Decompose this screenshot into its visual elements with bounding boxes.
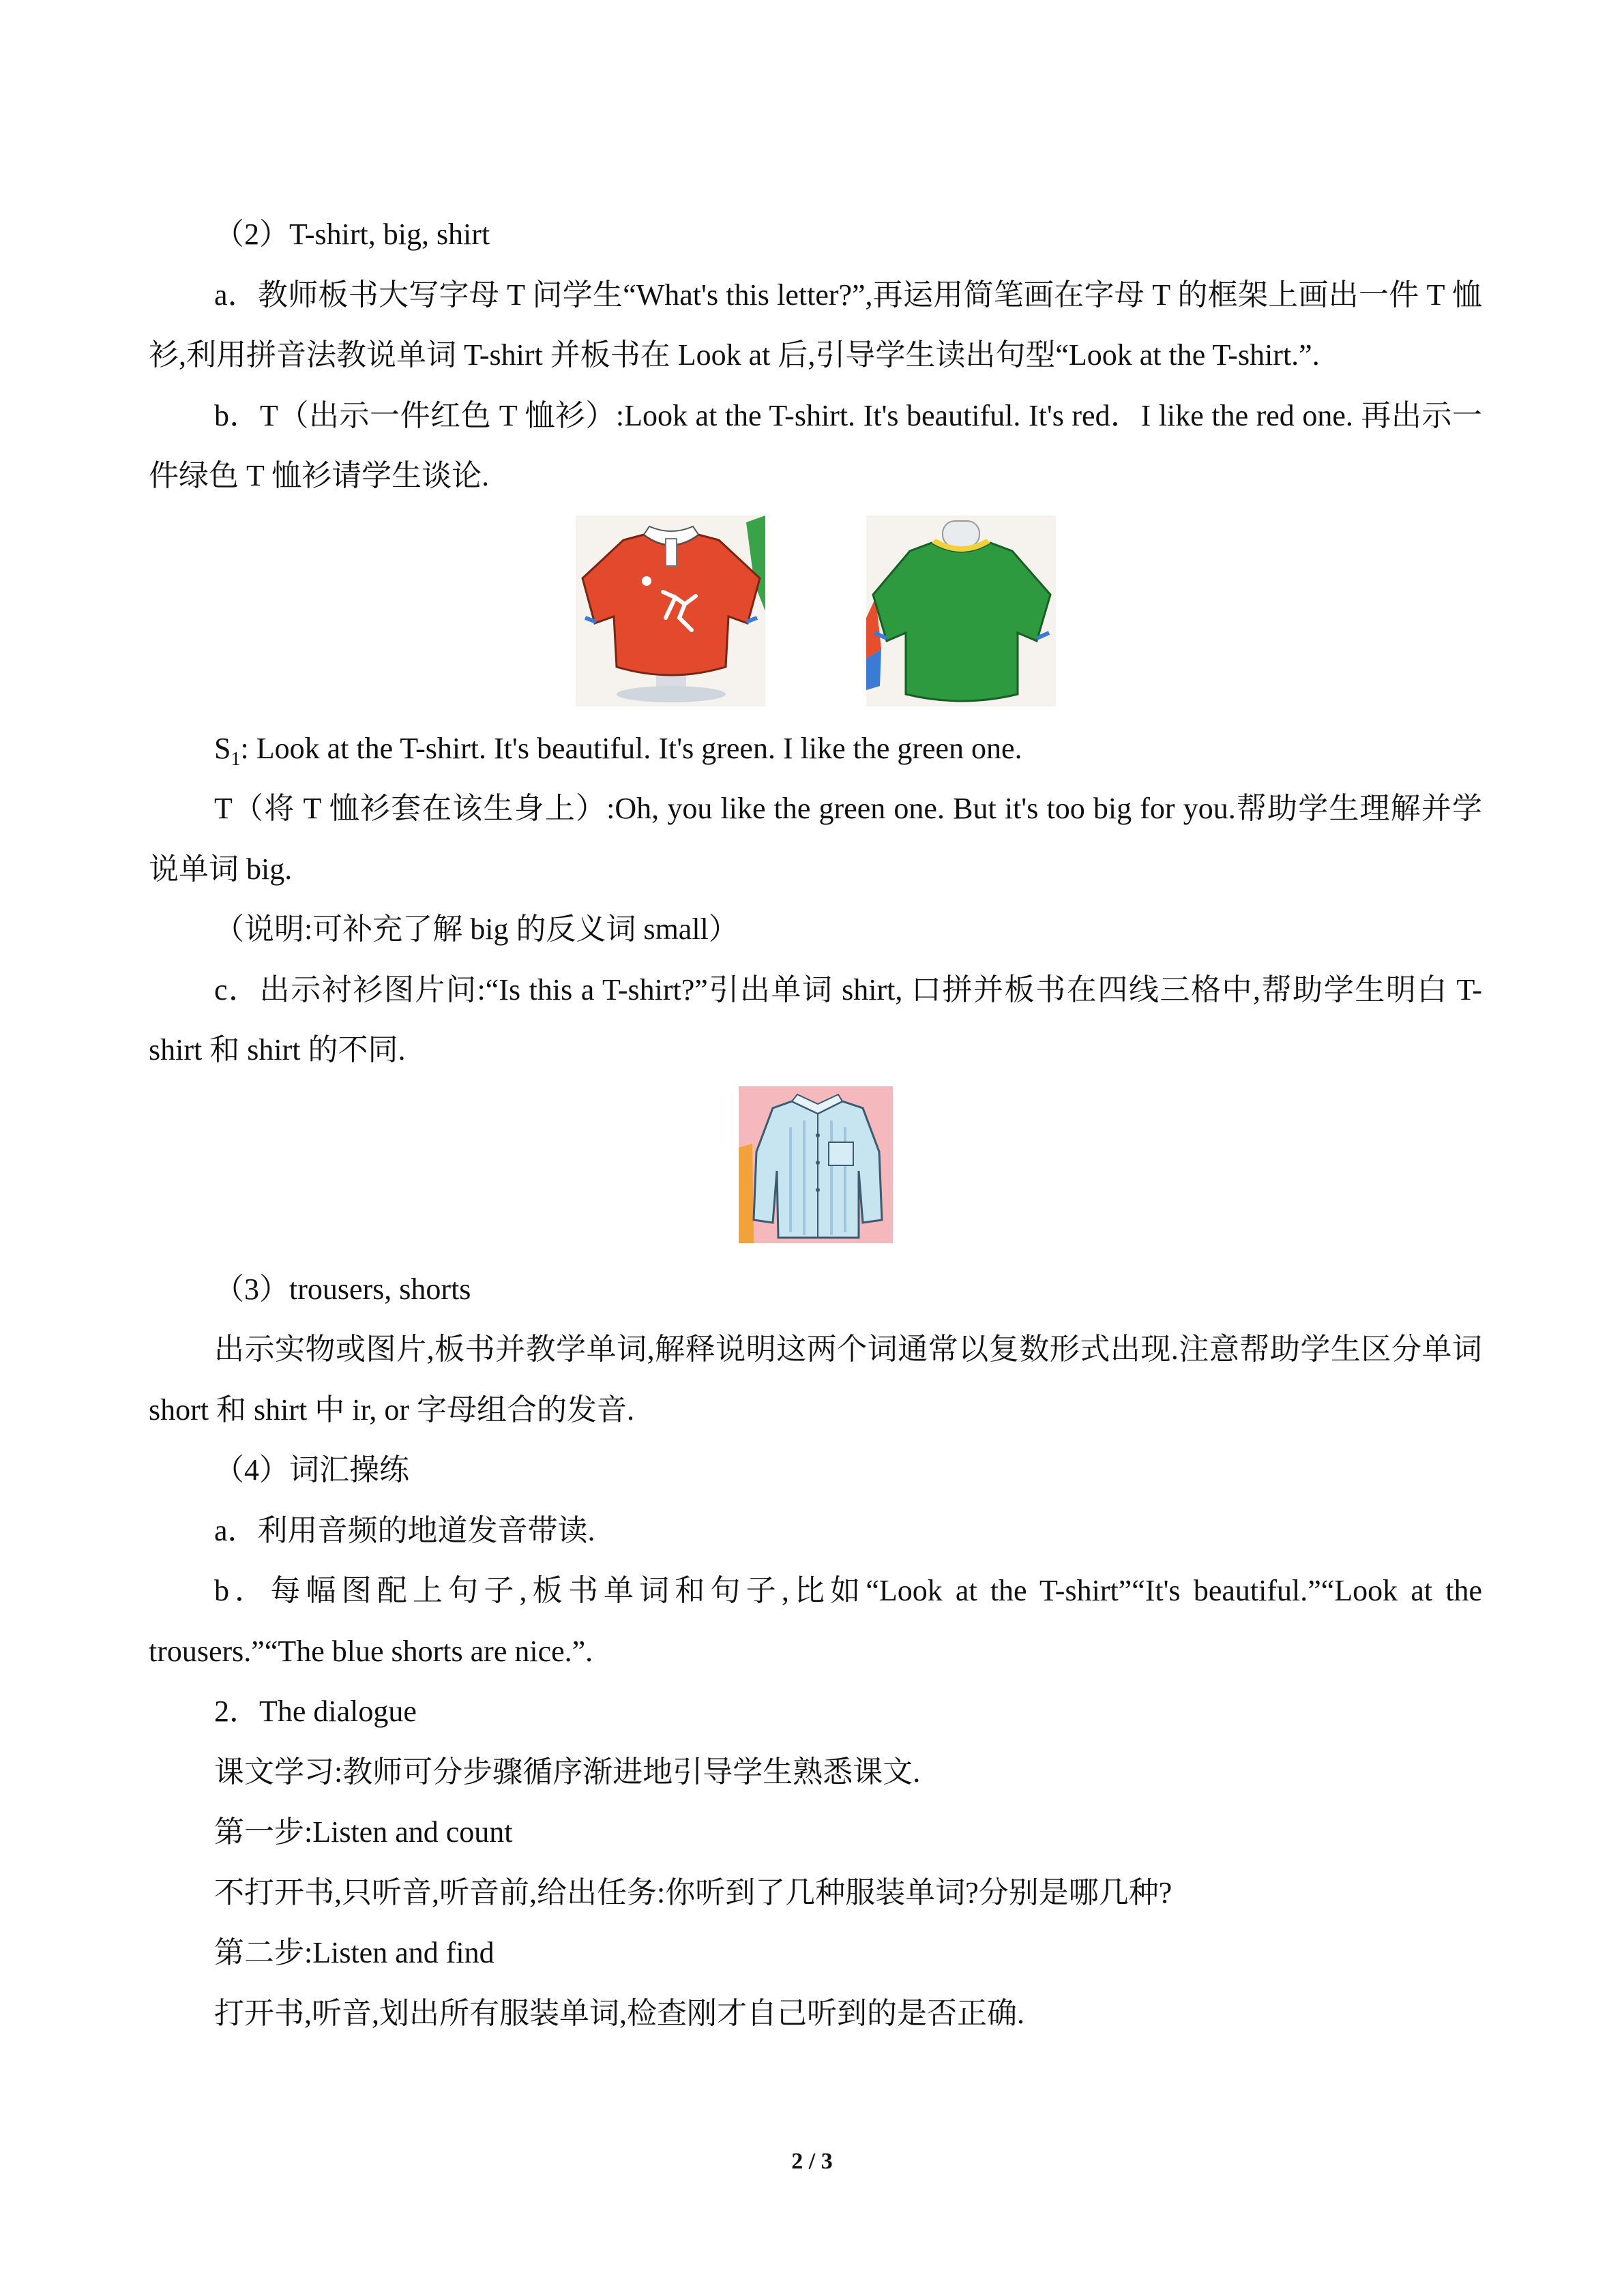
shirt-images [149, 1081, 1482, 1259]
paragraph-show-objects: 出示实物或图片,板书并教学单词,解释说明这两个词通常以复数形式出现.注意帮助学生区分单词 short 和 shirt 中 ir, or 字母组合的发音. [149, 1332, 1482, 1427]
paragraph-note-small: （说明:可补充了解 big 的反义词 small） [214, 912, 739, 946]
page-body [149, 205, 1482, 2044]
paragraph-practice-b: b．每幅图配上句子,板书单词和句子,比如“Look at the T-shirt”“It's beautiful.”“Look at the trousers.”“The blue shorts are nice.”. [149, 1574, 1482, 1668]
page-number: 2 / 3 [791, 2149, 833, 2174]
step-two-text: 打开书,听音,划出所有服装单词,检查刚才自己听到的是否正确. [214, 1996, 1024, 2030]
shirt-image [739, 1086, 893, 1243]
heading-dialogue: 2．The dialogue [214, 1695, 417, 1728]
step-two-heading: 第二步:Listen and find [214, 1936, 494, 1969]
paragraph-teacher-big: T（将 T 恤衫套在该生身上）:Oh, you like the green one. But it's too big for you.帮助学生理解并学说单词 big. [149, 792, 1482, 886]
step-one-text: 不打开书,只听音,听音前,给出任务:你听到了几种服装单词?分别是哪几种? [214, 1875, 1172, 1909]
heading-trousers-shorts: （3）trousers, shorts [214, 1272, 471, 1306]
speaker-subscript: 1 [231, 748, 241, 770]
heading-tshirt-big-shirt: （2）T-shirt, big, shirt [214, 218, 490, 251]
speaker-label: S [214, 731, 231, 765]
paragraph-step-a: a．教师板书大写字母 T 问学生“What's this letter?”,再运用简笔画在字母 T 的框架上画出一件 T 恤衫,利用拼音法教说单词 T-shirt 并板书在 Look at 后,引导学生读出句型“Look at the T-shirt.”. [149, 278, 1482, 372]
paragraph-practice-a: a．利用音频的地道发音带读. [214, 1513, 595, 1547]
student-line: : Look at the T-shirt. It's beautiful. It's green. I like the green one. [240, 731, 1022, 765]
paragraph-step-b: b．T（出示一件红色 T 恤衫）:Look at the T-shirt. It's beautiful. It's red．I like the red one. 再出示一件绿色 T 恤衫请学生谈论. [149, 398, 1482, 492]
paragraph-step-c: c．出示衬衫图片问:“Is this a T-shirt?”引出单词 shirt, 口拼并板书在四线三格中,帮助学生明白 T-shirt 和 shirt 的不同. [149, 972, 1482, 1067]
paragraph-text-study: 课文学习:教师可分步骤循序渐进地引导学生熟悉课文. [214, 1755, 921, 1789]
heading-vocabulary-practice: （4）词汇操练 [214, 1453, 409, 1487]
paragraph-student-response [149, 719, 1482, 779]
tshirt-images [149, 507, 1482, 719]
green-tshirt-image [866, 516, 1056, 706]
step-one-heading: 第一步:Listen and count [214, 1815, 513, 1849]
red-tshirt-image [576, 516, 765, 706]
